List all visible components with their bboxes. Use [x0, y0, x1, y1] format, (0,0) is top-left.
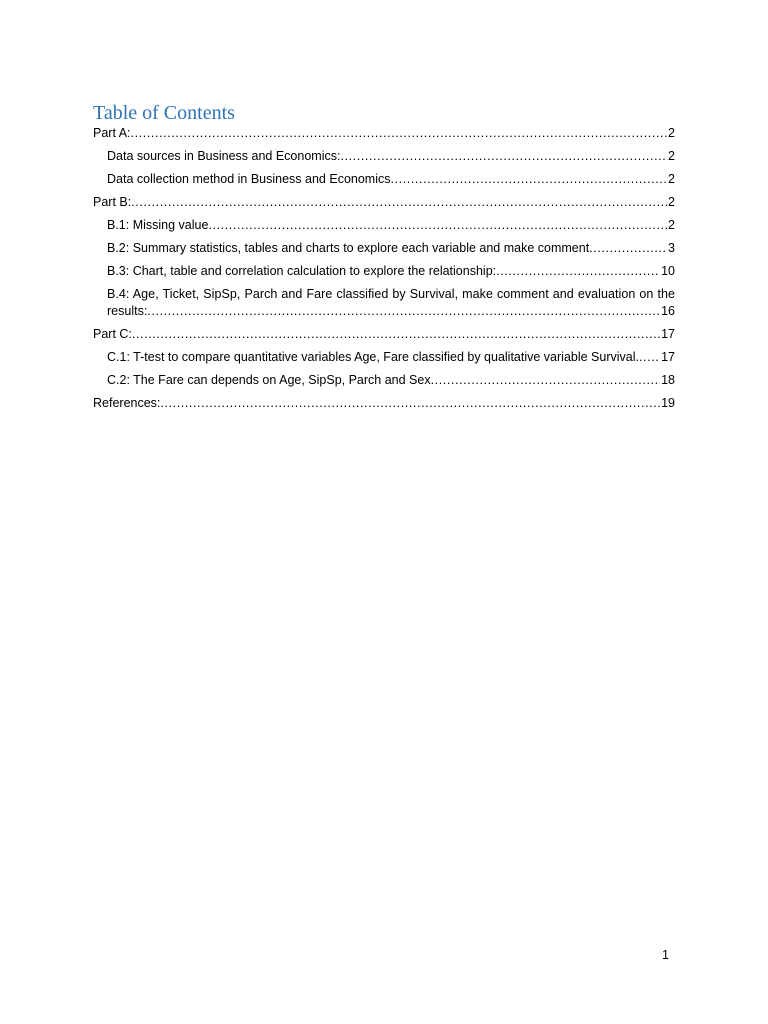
- toc-entry-b1[interactable]: [93, 217, 675, 234]
- toc-entry-page: 16: [661, 304, 675, 318]
- toc-entry-text: Part B:: [93, 195, 132, 209]
- toc-entry-text: B.3: Chart, table and correlation calculation to explore the relationship:: [107, 264, 497, 278]
- toc-entry-part-a[interactable]: [93, 125, 675, 142]
- toc-leader-dots: [589, 240, 667, 257]
- toc-entry-page: 17: [661, 350, 675, 364]
- toc-leader-dots: [160, 395, 660, 412]
- toc-entry-text: References:: [93, 396, 161, 410]
- toc-entry-data-sources[interactable]: [93, 148, 675, 165]
- toc-entry-b2[interactable]: [93, 240, 675, 257]
- toc-entry-text: Data sources in Business and Economics:: [107, 149, 341, 163]
- toc-entry-text: C.1: T-test to compare quantitative variables Age, Fare classified by qualitative variable Survival.: [107, 350, 639, 364]
- toc-leader-dots: [639, 349, 660, 366]
- toc-title: Table of Contents: [93, 102, 235, 124]
- toc-entry-page: 10: [661, 264, 675, 278]
- toc-entry-text: Data collection method in Business and Economics: [107, 172, 391, 186]
- toc-entry-page: 2: [668, 126, 675, 140]
- page-number: 1: [662, 948, 669, 962]
- toc-leader-dots: [390, 171, 667, 188]
- toc-entry-page: 17: [661, 327, 675, 341]
- toc-entry-text: B.2: Summary statistics, tables and charts to explore each variable and make comment: [107, 241, 590, 255]
- toc-leader-dots: [131, 194, 667, 211]
- toc-entry-part-c[interactable]: [93, 326, 675, 343]
- toc-entry-text: Part A:: [93, 126, 131, 140]
- toc-leader-dots: [131, 125, 668, 142]
- toc-entry-data-collection[interactable]: [93, 171, 675, 188]
- toc-entry-text: C.2: The Fare can depends on Age, SipSp, Parch and Sex: [107, 373, 431, 387]
- toc-entry-text: B.1: Missing value: [107, 218, 209, 232]
- toc-entry-b4[interactable]: [93, 286, 675, 320]
- toc-entry-c1[interactable]: [93, 349, 675, 366]
- toc-entry-page: 2: [668, 195, 675, 209]
- toc-leader-dots: [132, 326, 660, 343]
- toc-entry-part-b[interactable]: [93, 194, 675, 211]
- toc-entry-page: 3: [668, 241, 675, 255]
- table-of-contents: [93, 125, 675, 412]
- toc-entry-page: 2: [668, 149, 675, 163]
- toc-leader-dots: [431, 372, 661, 389]
- toc-entry-b3[interactable]: [93, 263, 675, 280]
- toc-entry-c2[interactable]: [93, 372, 675, 389]
- toc-leader-dots: [147, 303, 660, 320]
- toc-leader-dots: [208, 217, 667, 234]
- toc-entry-page: 2: [668, 172, 675, 186]
- toc-leader-dots: [496, 263, 660, 280]
- toc-entry-references[interactable]: [93, 395, 675, 412]
- toc-entry-text-line2: results:: [107, 304, 148, 318]
- toc-entry-text-line1: B.4: Age, Ticket, SipSp, Parch and Fare classified by Survival, make comment and evaluation on the: [107, 287, 675, 301]
- toc-entry-text: Part C:: [93, 327, 132, 341]
- toc-entry-page: 2: [668, 218, 675, 232]
- toc-entry-page: 18: [661, 373, 675, 387]
- toc-leader-dots: [340, 148, 667, 165]
- toc-entry-page: 19: [661, 396, 675, 410]
